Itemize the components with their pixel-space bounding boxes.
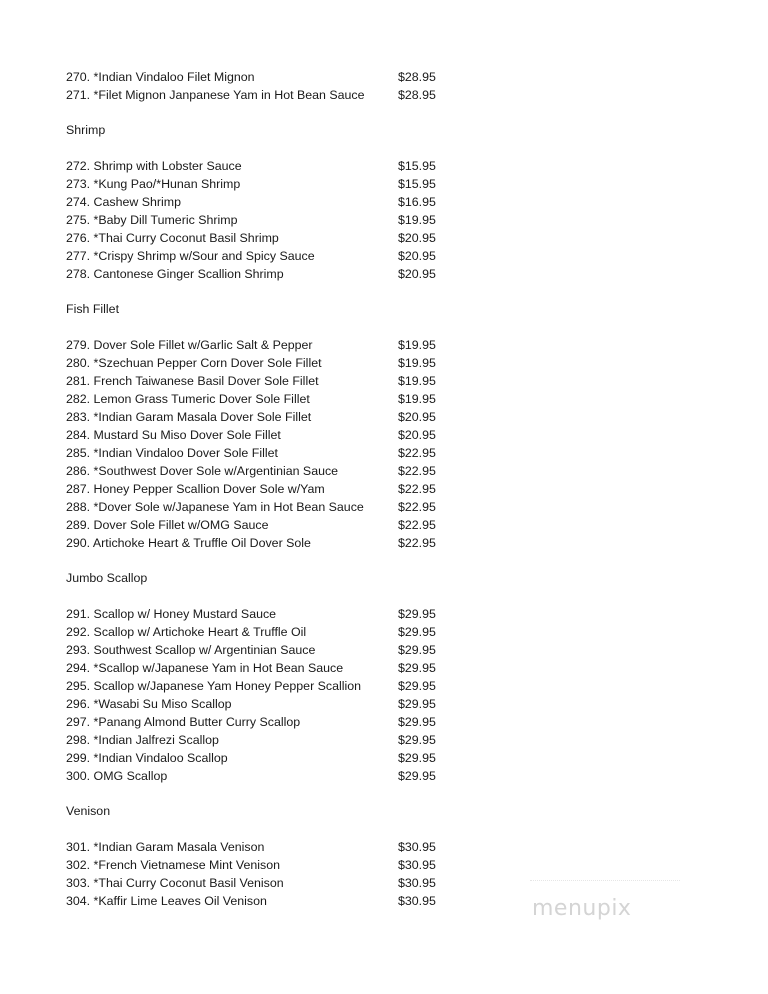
menu-item-name: 279. Dover Sole Fillet w/Garlic Salt & Pepper [66, 338, 313, 352]
menu-item [66, 265, 466, 283]
menu-item-name: 300. OMG Scallop [66, 769, 168, 783]
menu-item-price: $30.95 [398, 858, 436, 872]
menu-item [66, 426, 466, 444]
menu-item-price: $28.95 [398, 70, 436, 84]
menu-item [66, 695, 466, 713]
menu-item [66, 336, 466, 354]
menu-item-name: 275. *Baby Dill Tumeric Shrimp [66, 213, 238, 227]
menu-item-name: 302. *French Vietnamese Mint Venison [66, 858, 280, 872]
menu-item [66, 731, 466, 749]
menu-item-price: $29.95 [398, 661, 436, 675]
menu-item [66, 408, 466, 426]
menu-item-name: 295. Scallop w/Japanese Yam Honey Pepper Scallion [66, 679, 362, 693]
menu-item-price: $29.95 [398, 751, 436, 765]
menu-item-price: $19.95 [398, 392, 436, 406]
section-title: Jumbo Scallop [66, 571, 148, 585]
menu-item [66, 175, 466, 193]
menu-section [66, 569, 466, 785]
menu-item [66, 462, 466, 480]
menu-item [66, 605, 466, 623]
menu-item [66, 659, 466, 677]
menu-item-name: 272. Shrimp with Lobster Sauce [66, 159, 242, 173]
menu-item [66, 874, 466, 892]
menu-item-name: 289. Dover Sole Fillet w/OMG Sauce [66, 518, 269, 532]
menu-sections [66, 121, 466, 910]
watermark-rule [530, 880, 680, 887]
menu-item [66, 68, 466, 86]
menu-item-name: 303. *Thai Curry Coconut Basil Venison [66, 876, 284, 890]
menu-section [66, 300, 466, 552]
menu-item-price: $22.95 [398, 464, 436, 478]
menu-item [66, 641, 466, 659]
menu-item-price: $29.95 [398, 625, 436, 639]
menu-item-price: $16.95 [398, 195, 436, 209]
menupix-watermark: menupix [532, 896, 632, 921]
menu-item-name: 290. Artichoke Heart & Truffle Oil Dover Sole [66, 536, 311, 550]
menu-item [66, 713, 466, 731]
menu-item-name: 280. *Szechuan Pepper Corn Dover Sole Fillet [66, 356, 322, 370]
menu-section [66, 121, 466, 283]
menu-item-price: $28.95 [398, 88, 436, 102]
menu-item-name: 291. Scallop w/ Honey Mustard Sauce [66, 607, 277, 621]
menu-item-price: $30.95 [398, 876, 436, 890]
menu-item-name: 296. *Wasabi Su Miso Scallop [66, 697, 232, 711]
menu-item-price: $20.95 [398, 267, 436, 281]
menu-item-price: $20.95 [398, 410, 436, 424]
menu-item [66, 892, 466, 910]
menu-item-price: $29.95 [398, 679, 436, 693]
menu-item-price: $19.95 [398, 338, 436, 352]
menu-item [66, 838, 466, 856]
section-title: Venison [66, 804, 111, 818]
menu-item [66, 390, 466, 408]
menu-item-price: $29.95 [398, 769, 436, 783]
menu-item-name: 270. *Indian Vindaloo Filet Mignon [66, 70, 255, 84]
menu-item-price: $22.95 [398, 482, 436, 496]
menu-item-name: 298. *Indian Jalfrezi Scallop [66, 733, 219, 747]
menu-item-price: $29.95 [398, 643, 436, 657]
menu-item [66, 677, 466, 695]
menu-item-price: $29.95 [398, 715, 436, 729]
menu-item-name: 271. *Filet Mignon Janpanese Yam in Hot Bean Sauce [66, 88, 365, 102]
menu-item [66, 211, 466, 229]
menu-page [66, 68, 466, 910]
menu-item-price: $30.95 [398, 840, 436, 854]
menu-item-name: 301. *Indian Garam Masala Venison [66, 840, 265, 854]
menu-item-name: 287. Honey Pepper Scallion Dover Sole w/Yam [66, 482, 325, 496]
menu-item-price: $29.95 [398, 733, 436, 747]
menu-item [66, 749, 466, 767]
menu-item [66, 767, 466, 785]
menu-item-name: 283. *Indian Garam Masala Dover Sole Fillet [66, 410, 312, 424]
menu-item-name: 276. *Thai Curry Coconut Basil Shrimp [66, 231, 279, 245]
menu-item-name: 292. Scallop w/ Artichoke Heart & Truffle Oil [66, 625, 307, 639]
menu-item-name: 286. *Southwest Dover Sole w/Argentinian Sauce [66, 464, 339, 478]
menu-item [66, 498, 466, 516]
menu-item-name: 281. French Taiwanese Basil Dover Sole Fillet [66, 374, 319, 388]
menu-item-name: 285. *Indian Vindaloo Dover Sole Fillet [66, 446, 278, 460]
menu-item [66, 444, 466, 462]
menu-item [66, 157, 466, 175]
menu-item-price: $19.95 [398, 374, 436, 388]
section-title: Fish Fillet [66, 302, 120, 316]
menu-item-name: 282. Lemon Grass Tumeric Dover Sole Fillet [66, 392, 310, 406]
menu-item-price: $20.95 [398, 428, 436, 442]
menu-item-price: $15.95 [398, 177, 436, 191]
menu-item-price: $19.95 [398, 213, 436, 227]
menu-item-name: 294. *Scallop w/Japanese Yam in Hot Bean Sauce [66, 661, 344, 675]
intro-items [66, 68, 466, 104]
menu-item [66, 229, 466, 247]
menu-item [66, 480, 466, 498]
menu-item-price: $20.95 [398, 249, 436, 263]
menu-item [66, 623, 466, 641]
menu-item-name: 277. *Crispy Shrimp w/Sour and Spicy Sauce [66, 249, 315, 263]
menu-item [66, 372, 466, 390]
menu-item [66, 86, 466, 104]
menu-item [66, 516, 466, 534]
menu-item-name: 278. Cantonese Ginger Scallion Shrimp [66, 267, 284, 281]
menu-item-name: 284. Mustard Su Miso Dover Sole Fillet [66, 428, 281, 442]
menu-item-price: $22.95 [398, 446, 436, 460]
section-title: Shrimp [66, 123, 106, 137]
menu-item-price: $15.95 [398, 159, 436, 173]
menu-item-price: $29.95 [398, 697, 436, 711]
menu-item-name: 293. Southwest Scallop w/ Argentinian Sauce [66, 643, 316, 657]
menu-item-price: $22.95 [398, 536, 436, 550]
menu-item-price: $22.95 [398, 518, 436, 532]
menu-section [66, 802, 466, 910]
menu-item-price: $29.95 [398, 607, 436, 621]
menu-item-name: 273. *Kung Pao/*Hunan Shrimp [66, 177, 241, 191]
menu-item [66, 354, 466, 372]
menu-item-name: 288. *Dover Sole w/Japanese Yam in Hot Bean Sauce [66, 500, 364, 514]
menu-item-price: $19.95 [398, 356, 436, 370]
menu-item-price: $20.95 [398, 231, 436, 245]
menu-item-name: 299. *Indian Vindaloo Scallop [66, 751, 228, 765]
menu-item-name: 274. Cashew Shrimp [66, 195, 182, 209]
menu-item [66, 193, 466, 211]
menu-item-price: $22.95 [398, 500, 436, 514]
menu-item-name: 297. *Panang Almond Butter Curry Scallop [66, 715, 301, 729]
menu-item [66, 534, 466, 552]
menu-item [66, 247, 466, 265]
menu-item-price: $30.95 [398, 894, 436, 908]
menu-item-name: 304. *Kaffir Lime Leaves Oil Venison [66, 894, 267, 908]
menu-item [66, 856, 466, 874]
